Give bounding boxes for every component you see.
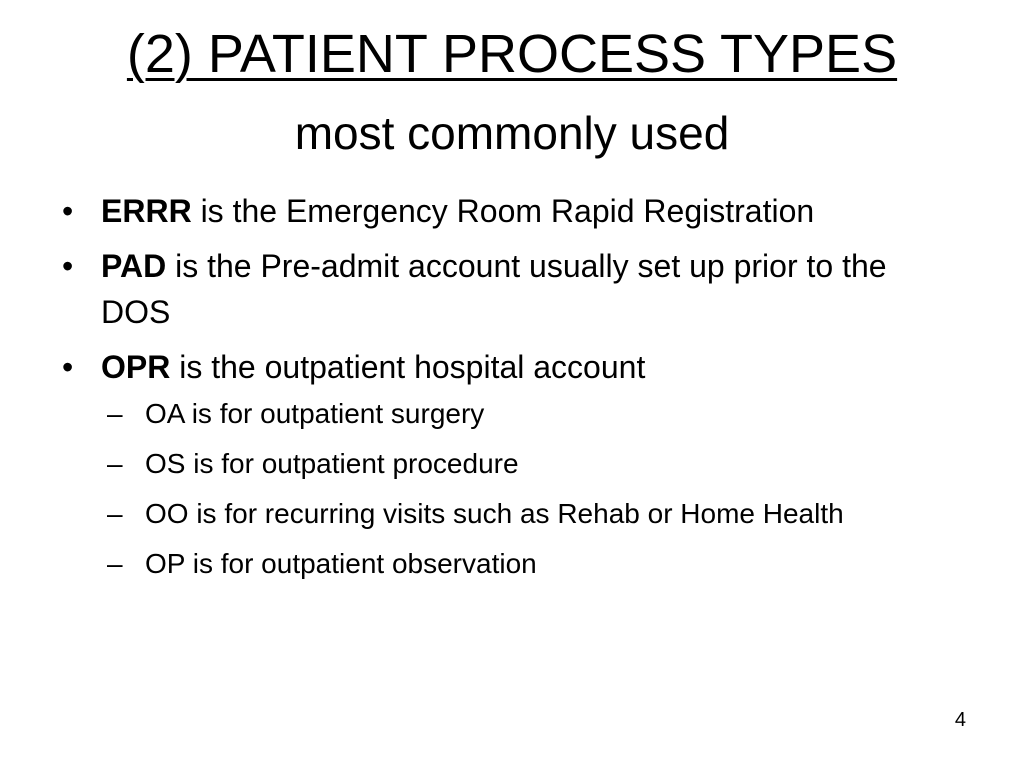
sub-bullet-item-oo — [107, 494, 905, 534]
sub-bullet-item-os — [107, 444, 905, 484]
bullet-text: is the Emergency Room Rapid Registration — [191, 193, 815, 229]
sub-bullet-text: OO is for recurring visits such as Rehab or Home Health — [145, 498, 844, 529]
sub-bullet-item-op — [107, 544, 905, 584]
page-number: 4 — [954, 709, 966, 731]
slide-title: (2) PATIENT PROCESS TYPES — [126, 24, 898, 84]
sub-bullet-text: OS is for outpatient procedure — [145, 448, 519, 479]
sub-bullet-text: OA is for outpatient surgery — [145, 398, 485, 429]
sub-bullet-marker: – — [107, 448, 123, 479]
sub-bullet-text: OP is for outpatient observation — [145, 548, 537, 579]
sub-bullet-marker: – — [107, 498, 123, 529]
bullet-term: OPR — [101, 349, 171, 385]
sub-bullet-item-oa — [107, 394, 905, 434]
sub-bullet-marker: – — [107, 548, 123, 579]
bullet-text: is the Pre-admit account usually set up prior to the DOS — [101, 248, 887, 330]
sub-bullet-list — [107, 394, 942, 584]
sub-bullet-marker: – — [107, 398, 123, 429]
bullet-list — [62, 188, 942, 594]
bullet-text: is the outpatient hospital account — [170, 349, 646, 385]
bullet-marker: • — [62, 248, 74, 284]
bullet-marker: • — [62, 349, 74, 385]
bullet-item-opr — [62, 344, 942, 584]
bullet-item-pad — [62, 243, 942, 335]
bullet-term: PAD — [101, 248, 167, 284]
bullet-marker: • — [62, 193, 74, 229]
bullet-term: ERRR — [101, 193, 192, 229]
slide-subtitle: most commonly used — [294, 107, 730, 159]
bullet-item-errr — [62, 188, 942, 234]
